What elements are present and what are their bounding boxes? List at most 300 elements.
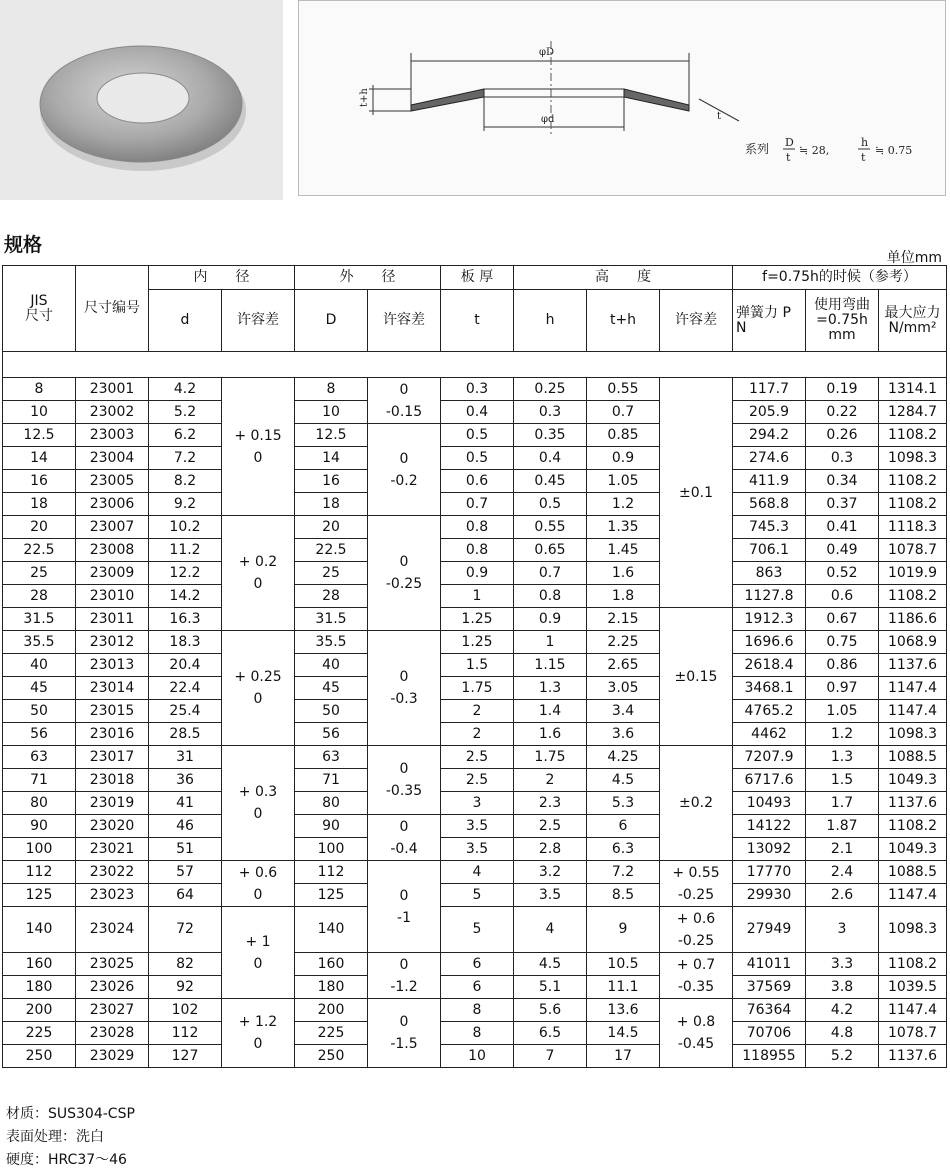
cell-code: 23021 bbox=[76, 838, 149, 861]
cell-D: 125 bbox=[295, 884, 368, 907]
technical-drawing bbox=[298, 0, 946, 196]
section-title: 规格 bbox=[4, 234, 43, 256]
cell-spring-force: 3468.1 bbox=[733, 677, 806, 700]
cell-jis: 125 bbox=[3, 884, 76, 907]
header-D: D bbox=[295, 290, 368, 352]
cell-code: 23001 bbox=[76, 378, 149, 401]
cell-d: 8.2 bbox=[149, 470, 222, 493]
cell-spring-force: 14122 bbox=[733, 815, 806, 838]
cell-spring-force: 1912.3 bbox=[733, 608, 806, 631]
cell-t: 3.5 bbox=[441, 815, 514, 838]
cell-h: 0.35 bbox=[514, 424, 587, 447]
cell-h: 6.5 bbox=[514, 1022, 587, 1045]
cell-code: 23028 bbox=[76, 1022, 149, 1045]
cell-D: 250 bbox=[295, 1045, 368, 1068]
cell-t: 0.6 bbox=[441, 470, 514, 493]
cell-deflection: 0.49 bbox=[806, 539, 879, 562]
cell-max-stress: 1049.3 bbox=[879, 838, 947, 861]
cell-th: 2.65 bbox=[587, 654, 660, 677]
cell-deflection: 0.52 bbox=[806, 562, 879, 585]
table-row bbox=[3, 861, 947, 884]
cell-th: 1.6 bbox=[587, 562, 660, 585]
cell-D: 140 bbox=[295, 907, 368, 953]
cell-max-stress: 1108.2 bbox=[879, 815, 947, 838]
spec-table bbox=[2, 265, 947, 1068]
cell-h: 4.5 bbox=[514, 953, 587, 976]
washer-photo bbox=[0, 0, 283, 200]
table-row bbox=[3, 907, 947, 953]
cell-jis: 18 bbox=[3, 493, 76, 516]
ratio1-num: D bbox=[785, 136, 794, 149]
cell-code: 23016 bbox=[76, 723, 149, 746]
cell-max-stress: 1078.7 bbox=[879, 539, 947, 562]
cell-deflection: 0.6 bbox=[806, 585, 879, 608]
cell-deflection: 0.3 bbox=[806, 447, 879, 470]
cell-th: 0.7 bbox=[587, 401, 660, 424]
header-row-1 bbox=[3, 266, 947, 290]
header-d: d bbox=[149, 290, 222, 352]
cell-code: 23009 bbox=[76, 562, 149, 585]
cell-spring-force: 4765.2 bbox=[733, 700, 806, 723]
cell-jis: 50 bbox=[3, 700, 76, 723]
cell-deflection: 1.2 bbox=[806, 723, 879, 746]
cell-deflection: 0.37 bbox=[806, 493, 879, 516]
cell-tol-height: + 0.8 -0.45 bbox=[660, 999, 733, 1068]
cell-deflection: 1.5 bbox=[806, 769, 879, 792]
cell-max-stress: 1108.2 bbox=[879, 493, 947, 516]
cell-th: 1.05 bbox=[587, 470, 660, 493]
cell-h: 7 bbox=[514, 1045, 587, 1068]
cell-h: 2.5 bbox=[514, 815, 587, 838]
cell-th: 1.45 bbox=[587, 539, 660, 562]
cell-max-stress: 1108.2 bbox=[879, 424, 947, 447]
cell-th: 6 bbox=[587, 815, 660, 838]
cell-tol-outer: 0 -0.2 bbox=[368, 424, 441, 516]
cell-h: 3.2 bbox=[514, 861, 587, 884]
cell-th: 3.4 bbox=[587, 700, 660, 723]
cell-t: 1.5 bbox=[441, 654, 514, 677]
cell-tol-inner: + 1.2 0 bbox=[222, 999, 295, 1068]
ratio2-value: ≒ 0.75 bbox=[875, 144, 913, 157]
cell-th: 0.55 bbox=[587, 378, 660, 401]
table-row bbox=[3, 516, 947, 539]
cell-jis: 16 bbox=[3, 470, 76, 493]
cell-h: 0.3 bbox=[514, 401, 587, 424]
cell-h: 1.4 bbox=[514, 700, 587, 723]
cell-max-stress: 1068.9 bbox=[879, 631, 947, 654]
table-row bbox=[3, 539, 947, 562]
cell-h: 0.4 bbox=[514, 447, 587, 470]
cell-max-stress: 1039.5 bbox=[879, 976, 947, 999]
cell-jis: 22.5 bbox=[3, 539, 76, 562]
cell-th: 7.2 bbox=[587, 861, 660, 884]
cell-d: 18.3 bbox=[149, 631, 222, 654]
cell-D: 90 bbox=[295, 815, 368, 838]
cell-d: 14.2 bbox=[149, 585, 222, 608]
header-outer: 外 径 bbox=[295, 266, 441, 290]
cell-D: 112 bbox=[295, 861, 368, 884]
cell-th: 10.5 bbox=[587, 953, 660, 976]
cell-max-stress: 1088.5 bbox=[879, 746, 947, 769]
cell-th: 5.3 bbox=[587, 792, 660, 815]
cell-code: 23023 bbox=[76, 884, 149, 907]
cell-code: 23024 bbox=[76, 907, 149, 953]
table-row bbox=[3, 608, 947, 631]
ratio1-den: t bbox=[786, 151, 791, 164]
cell-jis: 14 bbox=[3, 447, 76, 470]
table-row bbox=[3, 493, 947, 516]
cell-jis: 71 bbox=[3, 769, 76, 792]
cell-d: 28.5 bbox=[149, 723, 222, 746]
cell-jis: 200 bbox=[3, 999, 76, 1022]
cell-h: 5.6 bbox=[514, 999, 587, 1022]
cell-h: 4 bbox=[514, 907, 587, 953]
cell-th: 0.9 bbox=[587, 447, 660, 470]
cell-spring-force: 10493 bbox=[733, 792, 806, 815]
cell-d: 127 bbox=[149, 1045, 222, 1068]
cell-code: 23011 bbox=[76, 608, 149, 631]
cell-spring-force: 745.3 bbox=[733, 516, 806, 539]
washer-hole bbox=[97, 73, 189, 123]
cell-max-stress: 1118.3 bbox=[879, 516, 947, 539]
cell-code: 23017 bbox=[76, 746, 149, 769]
cell-tol-outer: 0 -0.35 bbox=[368, 746, 441, 815]
cell-spring-force: 294.2 bbox=[733, 424, 806, 447]
cell-jis: 20 bbox=[3, 516, 76, 539]
cell-deflection: 1.7 bbox=[806, 792, 879, 815]
cell-spring-force: 274.6 bbox=[733, 447, 806, 470]
cell-t: 0.5 bbox=[441, 424, 514, 447]
cell-deflection: 4.8 bbox=[806, 1022, 879, 1045]
ratio1-value: ≒ 28, bbox=[799, 144, 830, 157]
table-row bbox=[3, 884, 947, 907]
cell-code: 23015 bbox=[76, 700, 149, 723]
cell-jis: 12.5 bbox=[3, 424, 76, 447]
cell-jis: 35.5 bbox=[3, 631, 76, 654]
cell-deflection: 2.6 bbox=[806, 884, 879, 907]
cell-t: 4 bbox=[441, 861, 514, 884]
cell-d: 82 bbox=[149, 953, 222, 976]
cell-D: 14 bbox=[295, 447, 368, 470]
cell-code: 23012 bbox=[76, 631, 149, 654]
header-t: t bbox=[441, 290, 514, 352]
cell-t: 0.4 bbox=[441, 401, 514, 424]
cell-h: 1.3 bbox=[514, 677, 587, 700]
cell-D: 100 bbox=[295, 838, 368, 861]
cell-t: 1.75 bbox=[441, 677, 514, 700]
cell-spring-force: 13092 bbox=[733, 838, 806, 861]
cell-t: 3.5 bbox=[441, 838, 514, 861]
cell-th: 11.1 bbox=[587, 976, 660, 999]
cell-d: 10.2 bbox=[149, 516, 222, 539]
cell-jis: 40 bbox=[3, 654, 76, 677]
note-surface: 表面处理：洗白 bbox=[6, 1129, 104, 1145]
cell-jis: 31.5 bbox=[3, 608, 76, 631]
cell-h: 1.75 bbox=[514, 746, 587, 769]
cell-d: 9.2 bbox=[149, 493, 222, 516]
cell-code: 23008 bbox=[76, 539, 149, 562]
cell-d: 51 bbox=[149, 838, 222, 861]
cell-spring-force: 706.1 bbox=[733, 539, 806, 562]
table-row bbox=[3, 723, 947, 746]
cell-d: 12.2 bbox=[149, 562, 222, 585]
cell-D: 25 bbox=[295, 562, 368, 585]
cell-D: 225 bbox=[295, 1022, 368, 1045]
cell-D: 71 bbox=[295, 769, 368, 792]
cell-max-stress: 1088.5 bbox=[879, 861, 947, 884]
table-row bbox=[3, 562, 947, 585]
header-spring-force: 弹簧力 P N bbox=[733, 290, 806, 352]
cell-max-stress: 1108.2 bbox=[879, 470, 947, 493]
cell-deflection: 1.3 bbox=[806, 746, 879, 769]
cell-max-stress: 1186.6 bbox=[879, 608, 947, 631]
cell-spring-force: 1696.6 bbox=[733, 631, 806, 654]
cell-d: 11.2 bbox=[149, 539, 222, 562]
header-tol-height: 许容差 bbox=[660, 290, 733, 352]
cell-code: 23002 bbox=[76, 401, 149, 424]
cell-tol-height: ±0.15 bbox=[660, 608, 733, 746]
cell-t: 8 bbox=[441, 999, 514, 1022]
cell-D: 12.5 bbox=[295, 424, 368, 447]
cell-t: 8 bbox=[441, 1022, 514, 1045]
cell-t: 1 bbox=[441, 585, 514, 608]
cell-d: 102 bbox=[149, 999, 222, 1022]
cell-tol-outer: 0 -0.4 bbox=[368, 815, 441, 861]
table-row bbox=[3, 953, 947, 976]
cell-h: 2 bbox=[514, 769, 587, 792]
unit-label: 单位mm bbox=[886, 250, 942, 266]
cell-max-stress: 1049.3 bbox=[879, 769, 947, 792]
cell-deflection: 3 bbox=[806, 907, 879, 953]
cell-deflection: 0.41 bbox=[806, 516, 879, 539]
header-code: 尺寸编号 bbox=[76, 266, 149, 352]
cell-D: 50 bbox=[295, 700, 368, 723]
cell-spring-force: 6717.6 bbox=[733, 769, 806, 792]
table-row bbox=[3, 585, 947, 608]
cell-th: 13.6 bbox=[587, 999, 660, 1022]
cell-spring-force: 70706 bbox=[733, 1022, 806, 1045]
cell-D: 40 bbox=[295, 654, 368, 677]
cell-deflection: 0.26 bbox=[806, 424, 879, 447]
table-row bbox=[3, 746, 947, 769]
header-height: 高 度 bbox=[514, 266, 733, 290]
header-inner: 内 径 bbox=[149, 266, 295, 290]
cell-t: 0.8 bbox=[441, 539, 514, 562]
header-th: t+h bbox=[587, 290, 660, 352]
cell-h: 0.7 bbox=[514, 562, 587, 585]
cell-th: 4.25 bbox=[587, 746, 660, 769]
header-reference: f=0.75h的时候（参考） bbox=[733, 266, 947, 290]
table-row bbox=[3, 700, 947, 723]
cell-th: 0.85 bbox=[587, 424, 660, 447]
cell-jis: 100 bbox=[3, 838, 76, 861]
cell-jis: 45 bbox=[3, 677, 76, 700]
cell-code: 23006 bbox=[76, 493, 149, 516]
label-inner-diameter: φd bbox=[541, 114, 555, 125]
cell-jis: 56 bbox=[3, 723, 76, 746]
cell-spring-force: 4462 bbox=[733, 723, 806, 746]
cell-t: 0.8 bbox=[441, 516, 514, 539]
cell-h: 0.8 bbox=[514, 585, 587, 608]
cell-deflection: 0.34 bbox=[806, 470, 879, 493]
cell-t: 6 bbox=[441, 953, 514, 976]
cell-d: 16.3 bbox=[149, 608, 222, 631]
cell-th: 2.25 bbox=[587, 631, 660, 654]
notes bbox=[6, 1103, 135, 1172]
cell-tol-outer: 0 -1.2 bbox=[368, 953, 441, 999]
cell-max-stress: 1147.4 bbox=[879, 700, 947, 723]
cell-d: 4.2 bbox=[149, 378, 222, 401]
table-row bbox=[3, 447, 947, 470]
cell-d: 22.4 bbox=[149, 677, 222, 700]
cell-th: 1.8 bbox=[587, 585, 660, 608]
cell-d: 20.4 bbox=[149, 654, 222, 677]
cell-D: 35.5 bbox=[295, 631, 368, 654]
table-row bbox=[3, 470, 947, 493]
disc-spring-image bbox=[0, 0, 283, 200]
cell-spring-force: 2618.4 bbox=[733, 654, 806, 677]
cell-tol-outer: 0 -0.15 bbox=[368, 378, 441, 424]
cell-tol-outer: 0 -0.25 bbox=[368, 516, 441, 631]
table-row bbox=[3, 838, 947, 861]
cell-d: 36 bbox=[149, 769, 222, 792]
table-row bbox=[3, 976, 947, 999]
cell-d: 112 bbox=[149, 1022, 222, 1045]
cell-deflection: 0.86 bbox=[806, 654, 879, 677]
table-row bbox=[3, 1045, 947, 1068]
cell-code: 23003 bbox=[76, 424, 149, 447]
label-outer-diameter: φD bbox=[539, 47, 555, 58]
cell-tol-height: + 0.55 -0.25 bbox=[660, 861, 733, 907]
cell-spring-force: 17770 bbox=[733, 861, 806, 884]
cell-max-stress: 1019.9 bbox=[879, 562, 947, 585]
cell-max-stress: 1147.4 bbox=[879, 677, 947, 700]
cell-t: 2.5 bbox=[441, 769, 514, 792]
cell-jis: 25 bbox=[3, 562, 76, 585]
cell-h: 2.8 bbox=[514, 838, 587, 861]
table-row bbox=[3, 631, 947, 654]
cell-tol-inner: + 0.15 0 bbox=[222, 378, 295, 516]
cell-spring-force: 7207.9 bbox=[733, 746, 806, 769]
cell-t: 2 bbox=[441, 723, 514, 746]
cell-spring-force: 863 bbox=[733, 562, 806, 585]
cell-D: 80 bbox=[295, 792, 368, 815]
table-row bbox=[3, 999, 947, 1022]
cell-h: 1.15 bbox=[514, 654, 587, 677]
cell-th: 8.5 bbox=[587, 884, 660, 907]
cell-max-stress: 1147.4 bbox=[879, 884, 947, 907]
cell-tol-inner: + 0.6 0 bbox=[222, 861, 295, 907]
note-hardness: 硬度：HRC37～46 bbox=[6, 1152, 127, 1168]
cell-jis: 180 bbox=[3, 976, 76, 999]
cell-spring-force: 27949 bbox=[733, 907, 806, 953]
cell-code: 23026 bbox=[76, 976, 149, 999]
cell-deflection: 1.87 bbox=[806, 815, 879, 838]
cell-th: 3.05 bbox=[587, 677, 660, 700]
cell-D: 56 bbox=[295, 723, 368, 746]
cell-d: 31 bbox=[149, 746, 222, 769]
cell-max-stress: 1137.6 bbox=[879, 792, 947, 815]
cell-t: 0.7 bbox=[441, 493, 514, 516]
table-row bbox=[3, 654, 947, 677]
cell-D: 22.5 bbox=[295, 539, 368, 562]
spacer-row bbox=[3, 352, 947, 378]
cell-D: 8 bbox=[295, 378, 368, 401]
cell-h: 0.5 bbox=[514, 493, 587, 516]
cell-max-stress: 1314.1 bbox=[879, 378, 947, 401]
cell-t: 0.9 bbox=[441, 562, 514, 585]
cell-d: 92 bbox=[149, 976, 222, 999]
cell-code: 23014 bbox=[76, 677, 149, 700]
cell-th: 4.5 bbox=[587, 769, 660, 792]
cell-h: 2.3 bbox=[514, 792, 587, 815]
cell-t: 2.5 bbox=[441, 746, 514, 769]
cell-deflection: 4.2 bbox=[806, 999, 879, 1022]
header-thickness: 板 厚 bbox=[441, 266, 514, 290]
cell-d: 25.4 bbox=[149, 700, 222, 723]
cell-d: 7.2 bbox=[149, 447, 222, 470]
cell-D: 28 bbox=[295, 585, 368, 608]
cell-D: 160 bbox=[295, 953, 368, 976]
cell-tol-inner: + 0.3 0 bbox=[222, 746, 295, 861]
cell-tol-height: + 0.7 -0.35 bbox=[660, 953, 733, 999]
cell-h: 1 bbox=[514, 631, 587, 654]
cell-deflection: 0.97 bbox=[806, 677, 879, 700]
cell-max-stress: 1284.7 bbox=[879, 401, 947, 424]
cell-spring-force: 41011 bbox=[733, 953, 806, 976]
cell-deflection: 0.19 bbox=[806, 378, 879, 401]
cell-h: 0.55 bbox=[514, 516, 587, 539]
cell-t: 6 bbox=[441, 976, 514, 999]
cell-h: 3.5 bbox=[514, 884, 587, 907]
cell-th: 1.35 bbox=[587, 516, 660, 539]
cell-max-stress: 1137.6 bbox=[879, 1045, 947, 1068]
table-row bbox=[3, 401, 947, 424]
cell-t: 0.3 bbox=[441, 378, 514, 401]
cell-tol-outer: 0 -1 bbox=[368, 861, 441, 953]
cell-t: 5 bbox=[441, 884, 514, 907]
cell-D: 16 bbox=[295, 470, 368, 493]
cell-D: 20 bbox=[295, 516, 368, 539]
cell-h: 0.9 bbox=[514, 608, 587, 631]
cell-d: 57 bbox=[149, 861, 222, 884]
cell-d: 72 bbox=[149, 907, 222, 953]
cell-h: 1.6 bbox=[514, 723, 587, 746]
cell-code: 23005 bbox=[76, 470, 149, 493]
cell-D: 18 bbox=[295, 493, 368, 516]
ratio2-den: t bbox=[861, 151, 866, 164]
cell-code: 23018 bbox=[76, 769, 149, 792]
cell-jis: 63 bbox=[3, 746, 76, 769]
cell-h: 0.65 bbox=[514, 539, 587, 562]
cell-d: 6.2 bbox=[149, 424, 222, 447]
cell-spring-force: 205.9 bbox=[733, 401, 806, 424]
cell-th: 17 bbox=[587, 1045, 660, 1068]
cell-D: 45 bbox=[295, 677, 368, 700]
cell-max-stress: 1098.3 bbox=[879, 907, 947, 953]
cell-max-stress: 1108.2 bbox=[879, 953, 947, 976]
cell-jis: 225 bbox=[3, 1022, 76, 1045]
table-row bbox=[3, 769, 947, 792]
cell-d: 64 bbox=[149, 884, 222, 907]
cell-jis: 80 bbox=[3, 792, 76, 815]
note-material: 材质：SUS304-CSP bbox=[6, 1106, 135, 1122]
cell-spring-force: 29930 bbox=[733, 884, 806, 907]
cell-jis: 112 bbox=[3, 861, 76, 884]
cell-d: 41 bbox=[149, 792, 222, 815]
cell-deflection: 3.3 bbox=[806, 953, 879, 976]
cell-jis: 90 bbox=[3, 815, 76, 838]
